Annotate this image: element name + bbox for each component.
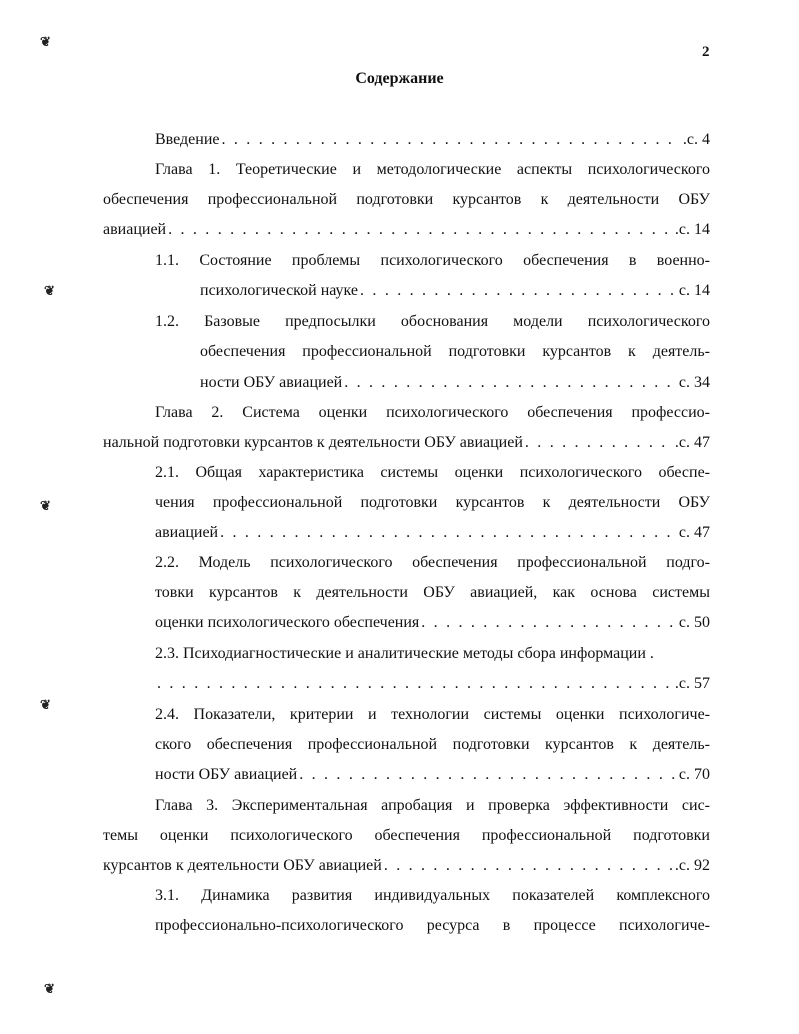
toc-entry-section-2-1[interactable] — [155, 523, 710, 543]
toc-entry-label: оценки психологического обеспечения — [155, 614, 420, 631]
toc-page-ref: .с. 92 — [674, 857, 710, 874]
toc-page-ref: с. 14 — [678, 282, 710, 299]
toc-chapter-1-line: обеспечения профессиональной подготовки курсантов к деятельности ОБУ — [103, 191, 710, 208]
toc-page-ref: .с. 4 — [682, 131, 710, 148]
toc-entry-label: ности ОБУ авиацией — [200, 374, 343, 391]
toc-section-1-2-line: обеспечения профессиональной подготовки курсантов к деятель- — [200, 343, 710, 360]
toc-entry-label: авиацией — [103, 221, 167, 238]
margin-mark: ❦ — [44, 283, 55, 298]
toc-entry-section-2-3[interactable] — [155, 674, 710, 694]
toc-section-2-2-line: товки курсантов к деятельности ОБУ авиацией, как основа системы — [155, 584, 710, 601]
toc-entry-section-1-2[interactable] — [200, 373, 710, 393]
toc-entry-label: нальной подготовки курсантов к деятельности ОБУ авиацией — [103, 434, 523, 451]
toc-page-ref: .с. 47 — [674, 434, 710, 451]
margin-mark: ❦ — [40, 34, 51, 49]
toc-entry-chapter-1[interactable] — [103, 220, 710, 240]
toc-chapter-3-line: темы оценки психологического обеспечения профессиональной подготовки — [103, 827, 710, 844]
toc-leader-dots — [222, 130, 681, 150]
toc-leader-dots — [344, 373, 677, 393]
toc-page-ref: .с. 14 — [674, 221, 710, 238]
toc-section-3-1-line: 3.1. Динамика развития индивидуальных показателей комплексного — [155, 887, 710, 904]
toc-leader-dots — [360, 281, 677, 301]
toc-leader-dots — [384, 856, 673, 876]
toc-page-ref: с. 34 — [678, 374, 710, 391]
toc-entry-section-2-4[interactable] — [155, 765, 710, 785]
margin-mark: ❦ — [44, 981, 55, 996]
toc-chapter-1-line: Глава 1. Теоретические и методологические аспекты психологического — [155, 161, 710, 178]
toc-chapter-3-line: Глава 3. Экспериментальная апробация и проверка эффективности сис- — [155, 797, 710, 814]
toc-section-3-1-line: профессионально-психологического ресурса в процессе психологиче- — [155, 917, 710, 934]
toc-entry-label: курсантов к деятельности ОБУ авиацией — [103, 857, 382, 874]
toc-leader-dots — [157, 674, 673, 694]
toc-chapter-2-line: Глава 2. Система оценки психологического обеспечения профессио- — [155, 404, 710, 421]
toc-section-1-2-line: 1.2. Базовые предпосылки обоснования модели психологического — [155, 313, 710, 330]
toc-section-2-3-line: 2.3. Психодиагностические и аналитические методы сбора информации . — [155, 645, 654, 662]
toc-section-2-2-line: 2.2. Модель психологического обеспечения профессиональной подго- — [155, 554, 710, 571]
toc-leader-dots — [525, 433, 673, 453]
toc-leader-dots — [421, 613, 677, 633]
toc-entry-section-1-1[interactable] — [200, 281, 710, 301]
toc-section-2-1-line: 2.1. Общая характеристика системы оценки психологического обеспе- — [155, 464, 710, 481]
toc-leader-dots — [168, 220, 673, 240]
toc-entry-introduction[interactable] — [155, 130, 710, 150]
toc-entry-label: ности ОБУ авиацией — [155, 766, 298, 783]
toc-entry-label: авиацией — [155, 524, 219, 541]
page-title: Содержание — [355, 70, 444, 87]
toc-section-2-4-line: ского обеспечения профессиональной подготовки курсантов к деятель- — [155, 736, 710, 753]
toc-entry-chapter-3[interactable] — [103, 856, 710, 876]
toc-page-ref: с. 47 — [678, 524, 710, 541]
margin-mark: ❦ — [40, 498, 51, 513]
toc-entry-label: Введение — [155, 131, 220, 148]
toc-section-1-1-line: 1.1. Состояние проблемы психологического обеспечения в военно- — [155, 252, 710, 269]
toc-page-ref: с. 50 — [678, 614, 710, 631]
toc-section-2-1-line: чения профессиональной подготовки курсантов к деятельности ОБУ — [155, 494, 710, 511]
toc-entry-section-2-2[interactable] — [155, 613, 710, 633]
toc-leader-dots — [220, 523, 677, 543]
margin-mark: ❦ — [40, 697, 51, 712]
toc-entry-chapter-2[interactable] — [103, 433, 710, 453]
toc-page-ref: .с. 57 — [674, 675, 710, 692]
toc-section-2-4-line: 2.4. Показатели, критерии и технологии системы оценки психологиче- — [155, 706, 710, 723]
toc-page-ref: с. 70 — [678, 766, 710, 783]
page-number: 2 — [702, 44, 710, 60]
toc-entry-label: психологической науке — [200, 282, 359, 299]
toc-leader-dots — [299, 765, 677, 785]
